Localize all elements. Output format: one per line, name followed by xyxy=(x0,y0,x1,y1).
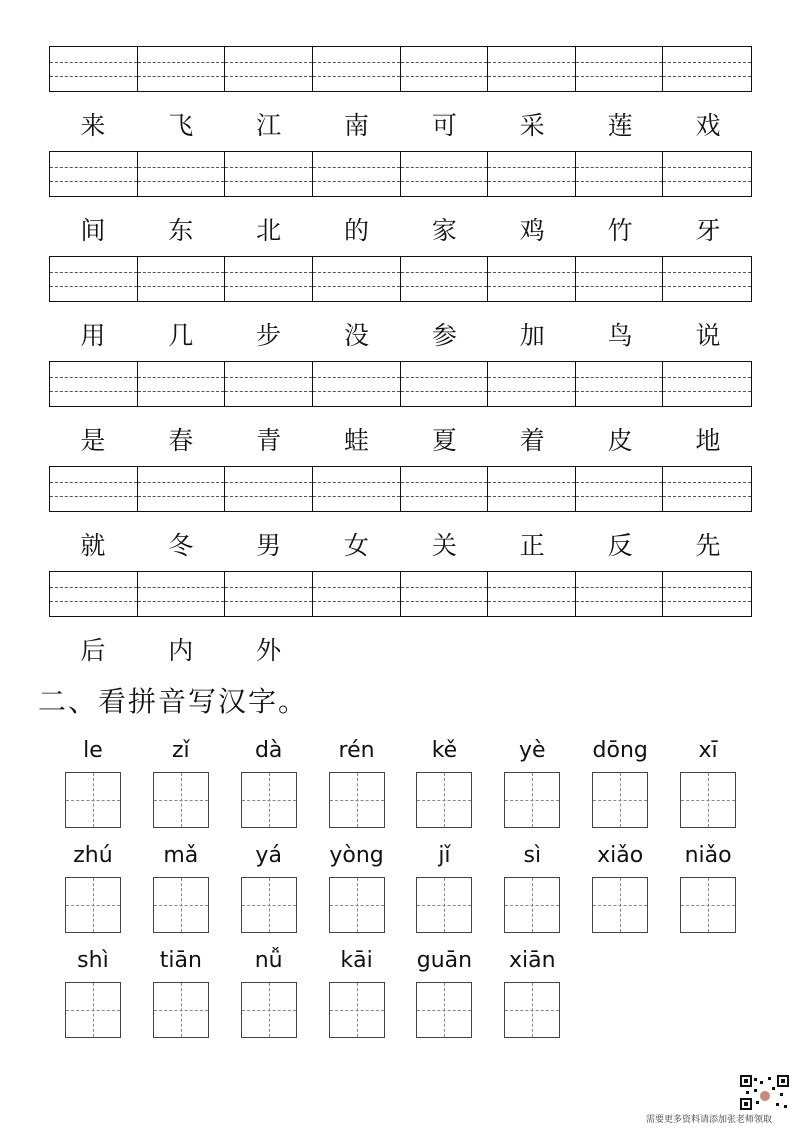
pinyin-writing-cell[interactable] xyxy=(138,47,226,91)
pinyin-writing-cell[interactable] xyxy=(663,47,751,91)
pinyin-item xyxy=(49,841,137,933)
pinyin-writing-cell[interactable] xyxy=(138,152,226,196)
pinyin-label: yá xyxy=(255,843,282,868)
tianzige-box[interactable] xyxy=(65,772,121,828)
chinese-character: 的 xyxy=(344,216,370,245)
pinyin-writing-cell[interactable] xyxy=(576,152,664,196)
pinyin-writing-cell[interactable] xyxy=(488,257,576,301)
pinyin-writing-cell[interactable] xyxy=(663,467,751,511)
tianzige-box[interactable] xyxy=(504,772,560,828)
pinyin-label: mǎ xyxy=(163,843,199,868)
tianzige-box[interactable] xyxy=(680,772,736,828)
character-row xyxy=(49,316,752,352)
chinese-character: 皮 xyxy=(607,426,633,455)
pinyin-writing-grid[interactable] xyxy=(49,466,752,512)
pinyin-item xyxy=(576,841,664,933)
chinese-character: 反 xyxy=(607,531,633,560)
character-row xyxy=(49,421,752,457)
tianzige-box[interactable] xyxy=(680,877,736,933)
pinyin-writing-cell[interactable] xyxy=(225,47,313,91)
pinyin-writing-cell[interactable] xyxy=(138,467,226,511)
chinese-character: 内 xyxy=(168,636,194,665)
pinyin-writing-cell[interactable] xyxy=(576,257,664,301)
pinyin-item xyxy=(49,736,137,828)
tianzige-box[interactable] xyxy=(592,772,648,828)
pinyin-writing-cell[interactable] xyxy=(50,572,138,616)
character-row xyxy=(49,526,752,562)
pinyin-item xyxy=(664,736,752,828)
pinyin-writing-cell[interactable] xyxy=(401,152,489,196)
tianzige-box[interactable] xyxy=(329,877,385,933)
chinese-character: 几 xyxy=(168,321,194,350)
pinyin-writing-cell[interactable] xyxy=(225,257,313,301)
pinyin-label: rén xyxy=(338,738,375,763)
pinyin-row xyxy=(49,736,752,828)
chinese-character: 加 xyxy=(519,321,545,350)
pinyin-item xyxy=(401,946,489,1038)
chinese-character: 地 xyxy=(695,426,721,455)
chinese-character: 间 xyxy=(80,216,106,245)
pinyin-label: dōng xyxy=(592,738,648,763)
pinyin-writing-cell[interactable] xyxy=(576,362,664,406)
tianzige-box[interactable] xyxy=(241,982,297,1038)
chinese-character: 步 xyxy=(256,321,282,350)
tianzige-box[interactable] xyxy=(241,772,297,828)
section-two-title: 二、看拼音写汉字。 xyxy=(38,685,309,718)
pinyin-writing-cell[interactable] xyxy=(50,152,138,196)
chinese-character: 牙 xyxy=(695,216,721,245)
pinyin-writing-cell[interactable] xyxy=(50,362,138,406)
pinyin-label: xī xyxy=(698,738,718,763)
pinyin-writing-cell[interactable] xyxy=(663,362,751,406)
chinese-character: 鸟 xyxy=(607,321,633,350)
pinyin-label: xiān xyxy=(509,948,556,973)
chinese-character: 南 xyxy=(344,111,370,140)
pinyin-writing-cell[interactable] xyxy=(225,467,313,511)
pinyin-label: le xyxy=(83,738,103,763)
tianzige-box[interactable] xyxy=(416,982,472,1038)
chinese-character: 飞 xyxy=(168,111,194,140)
pinyin-label: zhú xyxy=(73,843,113,868)
pinyin-writing-cell[interactable] xyxy=(313,572,401,616)
chinese-character: 戏 xyxy=(695,111,721,140)
tianzige-box[interactable] xyxy=(329,772,385,828)
pinyin-writing-cell[interactable] xyxy=(138,572,226,616)
pinyin-label: nǚ xyxy=(254,948,283,973)
pinyin-writing-cell[interactable] xyxy=(488,572,576,616)
pinyin-label: guān xyxy=(416,948,473,973)
pinyin-writing-grid[interactable] xyxy=(49,151,752,197)
pinyin-item xyxy=(225,841,313,933)
pinyin-writing-cell[interactable] xyxy=(576,572,664,616)
pinyin-writing-cell[interactable] xyxy=(313,362,401,406)
chinese-character: 鸡 xyxy=(519,216,545,245)
pinyin-writing-grid[interactable] xyxy=(49,571,752,617)
tianzige-box[interactable] xyxy=(241,877,297,933)
chinese-character: 竹 xyxy=(607,216,633,245)
chinese-character: 东 xyxy=(168,216,194,245)
pinyin-label: yè xyxy=(519,738,546,763)
pinyin-label: jǐ xyxy=(438,843,451,868)
chinese-character: 男 xyxy=(256,531,282,560)
pinyin-item xyxy=(137,841,225,933)
pinyin-writing-cell[interactable] xyxy=(576,47,664,91)
pinyin-writing-cell[interactable] xyxy=(401,467,489,511)
chinese-character: 没 xyxy=(344,321,370,350)
tianzige-box[interactable] xyxy=(504,877,560,933)
pinyin-writing-cell[interactable] xyxy=(663,152,751,196)
pinyin-writing-grid[interactable] xyxy=(49,46,752,92)
chinese-character: 说 xyxy=(695,321,721,350)
pinyin-item xyxy=(137,736,225,828)
pinyin-writing-cell[interactable] xyxy=(50,467,138,511)
pinyin-row xyxy=(49,841,752,933)
tianzige-box[interactable] xyxy=(65,982,121,1038)
tianzige-box[interactable] xyxy=(329,982,385,1038)
chinese-character: 关 xyxy=(431,531,457,560)
pinyin-writing-cell[interactable] xyxy=(138,362,226,406)
chinese-character: 莲 xyxy=(607,111,633,140)
pinyin-item xyxy=(313,841,401,933)
chinese-character: 后 xyxy=(80,636,106,665)
pinyin-label: xiǎo xyxy=(597,843,644,868)
pinyin-item xyxy=(488,946,576,1038)
tianzige-box[interactable] xyxy=(592,877,648,933)
pinyin-writing-cell[interactable] xyxy=(401,362,489,406)
tianzige-box[interactable] xyxy=(153,982,209,1038)
chinese-character: 蛙 xyxy=(344,426,370,455)
chinese-character: 用 xyxy=(80,321,106,350)
pinyin-writing-cell[interactable] xyxy=(313,257,401,301)
chinese-character: 外 xyxy=(256,636,282,665)
pinyin-writing-cell[interactable] xyxy=(225,152,313,196)
chinese-character: 可 xyxy=(431,111,457,140)
chinese-character: 着 xyxy=(519,426,545,455)
pinyin-writing-cell[interactable] xyxy=(225,572,313,616)
chinese-character: 是 xyxy=(80,426,106,455)
character-row xyxy=(49,106,752,142)
pinyin-item xyxy=(225,946,313,1038)
pinyin-writing-cell[interactable] xyxy=(488,362,576,406)
pinyin-writing-cell[interactable] xyxy=(225,362,313,406)
chinese-character: 夏 xyxy=(431,426,457,455)
chinese-character: 正 xyxy=(519,531,545,560)
pinyin-writing-cell[interactable] xyxy=(488,467,576,511)
chinese-character: 青 xyxy=(256,426,282,455)
pinyin-label: yòng xyxy=(329,843,384,868)
chinese-character: 北 xyxy=(256,216,282,245)
pinyin-writing-cell[interactable] xyxy=(138,257,226,301)
pinyin-label: sì xyxy=(523,843,542,868)
pinyin-label: shì xyxy=(77,948,109,973)
chinese-character: 先 xyxy=(695,531,721,560)
pinyin-writing-cell[interactable] xyxy=(401,572,489,616)
pinyin-item xyxy=(313,736,401,828)
pinyin-writing-cell[interactable] xyxy=(401,257,489,301)
pinyin-label: dà xyxy=(254,738,283,763)
chinese-character: 采 xyxy=(519,111,545,140)
pinyin-label: kāi xyxy=(340,948,373,973)
pinyin-writing-cell[interactable] xyxy=(313,467,401,511)
character-row xyxy=(49,211,752,247)
tianzige-box[interactable] xyxy=(504,982,560,1038)
tianzige-box[interactable] xyxy=(153,772,209,828)
character-row xyxy=(49,631,752,667)
pinyin-item xyxy=(49,946,137,1038)
chinese-character: 来 xyxy=(80,111,106,140)
pinyin-writing-cell[interactable] xyxy=(313,152,401,196)
chinese-character: 女 xyxy=(344,531,370,560)
pinyin-item xyxy=(664,841,752,933)
pinyin-item xyxy=(225,736,313,828)
pinyin-item xyxy=(488,736,576,828)
pinyin-writing-cell[interactable] xyxy=(488,47,576,91)
pinyin-writing-cell[interactable] xyxy=(50,257,138,301)
pinyin-item xyxy=(137,946,225,1038)
tianzige-box[interactable] xyxy=(153,877,209,933)
tianzige-box[interactable] xyxy=(65,877,121,933)
footer-note: 需要更多资料请添加张老师领取 xyxy=(645,1115,772,1125)
chinese-character: 春 xyxy=(168,426,194,455)
pinyin-label: kě xyxy=(431,738,458,763)
tianzige-box[interactable] xyxy=(416,772,472,828)
pinyin-item xyxy=(488,841,576,933)
chinese-character: 就 xyxy=(80,531,106,560)
chinese-character: 家 xyxy=(431,216,457,245)
pinyin-writing-cell[interactable] xyxy=(313,47,401,91)
pinyin-writing-grid[interactable] xyxy=(49,361,752,407)
qr-code-icon xyxy=(740,1075,790,1111)
pinyin-writing-grid[interactable] xyxy=(49,256,752,302)
pinyin-writing-cell[interactable] xyxy=(663,572,751,616)
pinyin-label: tiān xyxy=(159,948,202,973)
pinyin-label: zǐ xyxy=(171,738,190,763)
tianzige-box[interactable] xyxy=(416,877,472,933)
pinyin-row xyxy=(49,946,752,1038)
pinyin-writing-cell[interactable] xyxy=(576,467,664,511)
pinyin-item xyxy=(576,736,664,828)
chinese-character: 冬 xyxy=(168,531,194,560)
pinyin-item xyxy=(401,736,489,828)
pinyin-writing-cell[interactable] xyxy=(663,257,751,301)
pinyin-label: niǎo xyxy=(684,843,732,868)
pinyin-writing-cell[interactable] xyxy=(50,47,138,91)
pinyin-writing-cell[interactable] xyxy=(401,47,489,91)
pinyin-item xyxy=(313,946,401,1038)
pinyin-item xyxy=(401,841,489,933)
pinyin-writing-cell[interactable] xyxy=(488,152,576,196)
chinese-character: 江 xyxy=(256,111,282,140)
chinese-character: 参 xyxy=(431,321,457,350)
